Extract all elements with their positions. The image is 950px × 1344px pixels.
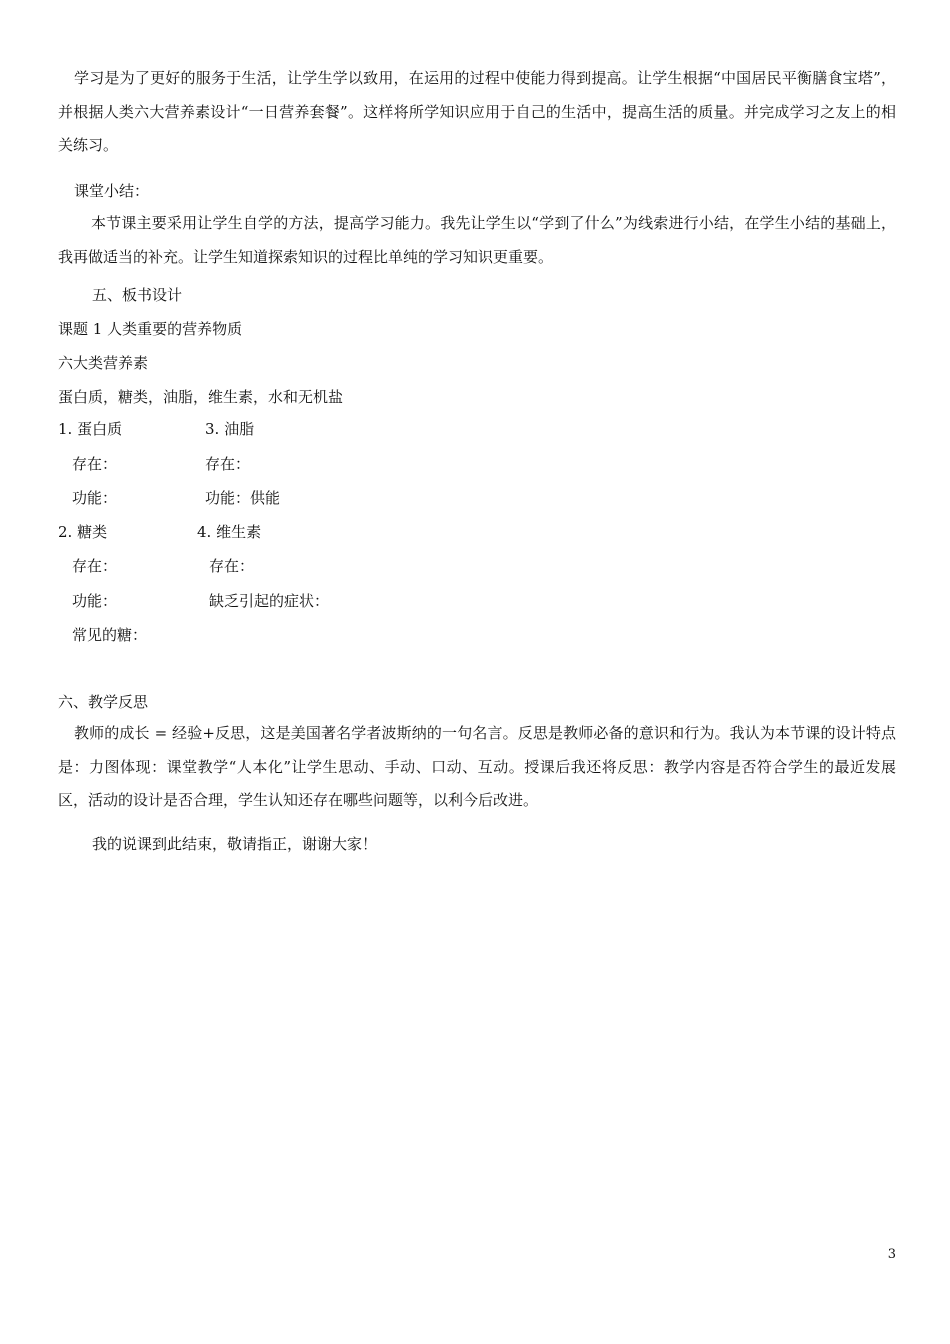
item2-exist: 存在： [72, 557, 118, 575]
item2-common: 常见的糖： [72, 626, 148, 644]
board-topic: 课题 1 人类重要的营养物质 [58, 320, 243, 338]
reflection-heading: 六、教学反思 [58, 693, 149, 711]
item1-exist: 存在： [72, 455, 118, 473]
item3-exist: 存在： [205, 455, 251, 473]
item3-title: 3. 油脂 [205, 420, 255, 438]
item4-exist: 存在： [209, 557, 255, 575]
item4-title: 4. 维生素 [197, 523, 262, 541]
page-number: 3 [887, 1247, 896, 1262]
summary-paragraph: 本节课主要采用让学生自学的方法，提高学习能力。我先让学生以“学到了什么”为线索进行小结，在学生小结的基础上，我再做适当的补充。让学生知道探索知识的过程比单纯的学习知识更重要。 [58, 214, 896, 266]
item2-title: 2. 糖类 [58, 523, 108, 541]
nutrient-list: 蛋白质，糖类，油脂，维生素，水和无机盐 [58, 388, 344, 406]
item1-title: 1. 蛋白质 [58, 420, 123, 438]
item3-function: 功能：供能 [205, 489, 281, 507]
summary-heading: 课堂小结： [74, 182, 150, 200]
board-subtitle: 六大类营养素 [58, 354, 149, 372]
reflection-paragraph: 教师的成长 = 经验+反思，这是美国著名学者波斯纳的一句名言。反思是教师必备的意识和行为。我认为本节课的设计特点是：力图体现：课堂教学“人本化”让学生思动、手动、口动、互动。授课后我还将反思：教学内容是否符合学生的最近发展区，活动的设计是否合理，学生认知还存在哪些问题等，以利今后改进。 [58, 724, 896, 810]
item2-function: 功能： [72, 592, 118, 610]
closing-line: 我的说课到此结束，敬请指正，谢谢大家！ [92, 835, 378, 853]
item4-deficiency: 缺乏引起的症状： [209, 592, 330, 610]
item1-function: 功能： [72, 489, 118, 507]
intro-paragraph: 学习是为了更好的服务于生活，让学生学以致用，在运用的过程中使能力得到提高。让学生根据“中国居民平衡膳食宝塔”，并根据人类六大营养素设计“一日营养套餐”。这样将所学知识应用于自己的生活中，提高生活的质量。并完成学习之友上的相关练习。 [58, 69, 896, 155]
board-heading: 五、板书设计 [92, 286, 183, 304]
